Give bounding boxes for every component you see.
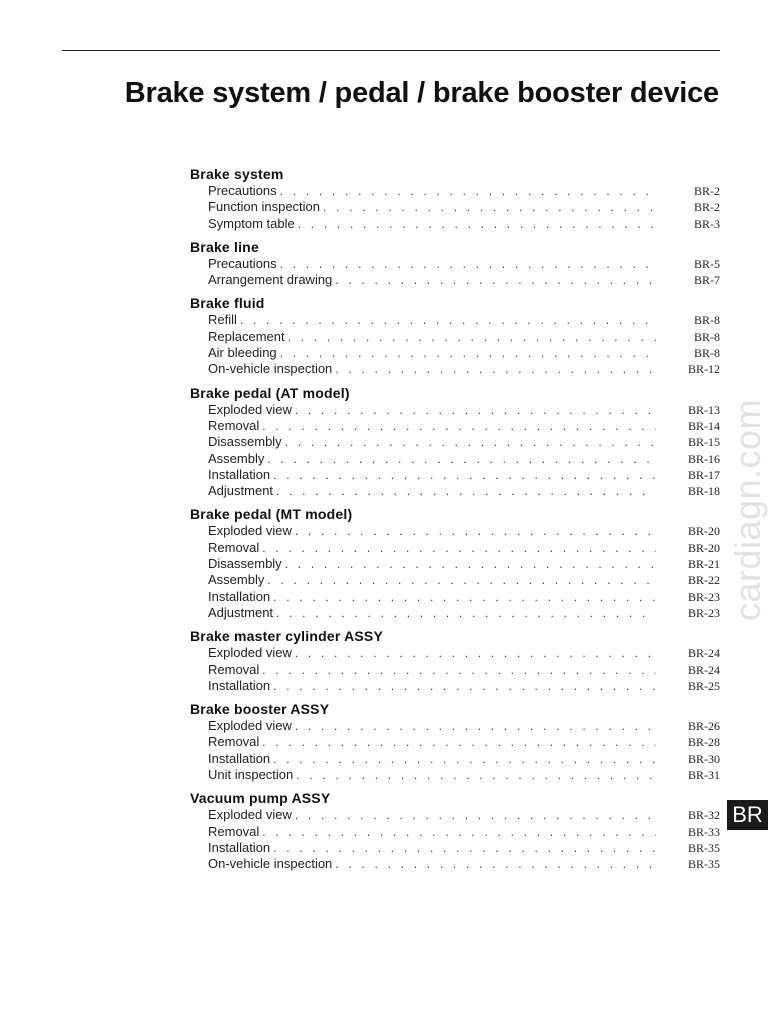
toc-entry[interactable] — [190, 572, 720, 588]
entry-label: Assembly — [208, 572, 265, 588]
entry-label: Adjustment — [208, 604, 274, 620]
entry-label: Exploded view — [208, 401, 292, 417]
dot-leader — [273, 589, 656, 605]
toc-section — [190, 294, 720, 377]
entry-label: Disassembly — [208, 434, 282, 450]
toc-entry[interactable] — [190, 256, 720, 272]
entry-label: Assembly — [208, 450, 265, 466]
entry-page-number: BR-8 — [693, 346, 720, 361]
dot-leader — [276, 483, 656, 499]
toc-entry[interactable] — [190, 718, 720, 734]
dot-leader — [288, 329, 656, 345]
toc-entry[interactable] — [190, 418, 720, 434]
toc-entry[interactable] — [190, 483, 720, 499]
entry-page-number: BR-15 — [687, 435, 720, 450]
watermark: cardiagn.com — [727, 398, 768, 622]
toc-entry[interactable] — [190, 824, 720, 840]
entry-page-number: BR-2 — [693, 200, 720, 215]
entry-label: Removal — [208, 539, 260, 555]
dot-leader — [335, 361, 656, 377]
entry-label: Exploded view — [208, 807, 292, 823]
dot-leader — [276, 605, 656, 621]
toc-entry[interactable] — [190, 199, 720, 215]
entry-page-number: BR-33 — [687, 824, 720, 839]
toc-entry[interactable] — [190, 645, 720, 661]
entry-label: Function inspection — [208, 199, 321, 215]
dot-leader — [285, 434, 656, 450]
dot-leader — [295, 645, 656, 661]
dot-leader — [285, 556, 656, 572]
entry-label: Removal — [208, 734, 260, 750]
entry-page-number: BR-8 — [693, 329, 720, 344]
dot-leader — [240, 312, 656, 328]
section-tab-badge: BR — [727, 800, 768, 830]
entry-label: Installation — [208, 839, 271, 855]
section-heading: Brake booster ASSY — [190, 701, 330, 718]
toc-section — [190, 384, 720, 500]
toc-entry[interactable] — [190, 678, 720, 694]
toc-section — [190, 238, 720, 289]
entry-page-number: BR-12 — [687, 362, 720, 377]
entry-page-number: BR-8 — [693, 313, 720, 328]
dot-leader — [273, 678, 656, 694]
toc-section — [190, 627, 720, 694]
entry-page-number: BR-25 — [687, 678, 720, 693]
toc-entry[interactable] — [190, 216, 720, 232]
entry-page-number: BR-16 — [687, 451, 720, 466]
toc-entry[interactable] — [190, 605, 720, 621]
entry-label: Installation — [208, 588, 271, 604]
entry-label: Arrangement drawing — [208, 272, 333, 288]
toc-section — [190, 700, 720, 783]
toc-entry[interactable] — [190, 312, 720, 328]
entry-page-number: BR-23 — [687, 605, 720, 620]
toc-section — [190, 165, 720, 232]
section-heading: Brake pedal (MT model) — [190, 506, 353, 523]
section-heading: Brake line — [190, 238, 259, 255]
dot-leader — [335, 856, 656, 872]
dot-leader — [335, 272, 656, 288]
entry-page-number: BR-24 — [687, 646, 720, 661]
entry-label: Precautions — [208, 183, 277, 198]
dot-leader — [273, 751, 656, 767]
dot-leader — [323, 199, 656, 215]
toc-entry[interactable] — [190, 402, 720, 418]
entry-page-number: BR-3 — [693, 216, 720, 231]
entry-page-number: BR-24 — [687, 662, 720, 677]
toc-entry[interactable] — [190, 589, 720, 605]
entry-label: Installation — [208, 677, 271, 693]
entry-page-number: BR-23 — [687, 589, 720, 604]
entry-label: Exploded view — [208, 523, 292, 539]
toc-entry[interactable] — [190, 734, 720, 750]
dot-leader — [280, 183, 656, 199]
dot-leader — [295, 402, 656, 418]
entry-label: Exploded view — [208, 718, 292, 734]
entry-page-number: BR-18 — [687, 484, 720, 499]
dot-leader — [273, 467, 656, 483]
toc-entry[interactable] — [190, 540, 720, 556]
toc-section — [190, 505, 720, 621]
dot-leader — [262, 540, 656, 556]
entry-page-number: BR-17 — [687, 467, 720, 482]
entry-page-number: BR-30 — [687, 751, 720, 766]
dot-leader — [262, 734, 656, 750]
toc-entry[interactable] — [190, 345, 720, 361]
toc-entry[interactable] — [190, 556, 720, 572]
toc-entry[interactable] — [190, 840, 720, 856]
entry-page-number: BR-20 — [687, 540, 720, 555]
entry-page-number: BR-32 — [687, 808, 720, 823]
entry-label: Installation — [208, 750, 271, 766]
entry-label: On-vehicle inspection — [208, 361, 333, 377]
dot-leader — [262, 418, 656, 434]
toc-entry[interactable] — [190, 434, 720, 450]
entry-label: Replacement — [208, 328, 285, 344]
section-heading: Brake fluid — [190, 295, 265, 312]
entry-label: Removal — [208, 661, 260, 677]
entry-label: On-vehicle inspection — [208, 856, 333, 872]
entry-label: Disassembly — [208, 556, 282, 572]
entry-page-number: BR-13 — [687, 402, 720, 417]
toc-entry[interactable] — [190, 856, 720, 872]
section-heading: Brake master cylinder ASSY — [190, 628, 383, 645]
top-rule — [62, 50, 720, 51]
toc-entry[interactable] — [190, 751, 720, 767]
page-title: Brake system / pedal / brake booster device — [124, 77, 719, 109]
entry-label: Refill — [208, 312, 237, 328]
toc-entry[interactable] — [190, 272, 720, 288]
entry-page-number: BR-22 — [687, 573, 720, 588]
entry-label: Symptom table — [208, 215, 295, 231]
dot-leader — [296, 767, 656, 783]
dot-leader — [295, 523, 656, 539]
entry-page-number: BR-5 — [693, 256, 720, 271]
toc-entry[interactable] — [190, 523, 720, 539]
section-heading: Brake pedal (AT model) — [190, 384, 350, 401]
dot-leader — [267, 451, 656, 467]
entry-label: Removal — [208, 417, 260, 433]
toc-entry[interactable] — [190, 662, 720, 678]
table-of-contents — [190, 165, 720, 879]
toc-entry[interactable] — [190, 767, 720, 783]
entry-page-number: BR-21 — [687, 557, 720, 572]
dot-leader — [298, 216, 656, 232]
dot-leader — [273, 840, 656, 856]
entry-page-number: BR-7 — [693, 273, 720, 288]
toc-entry[interactable] — [190, 467, 720, 483]
entry-label: Installation — [208, 466, 271, 482]
entry-page-number: BR-26 — [687, 719, 720, 734]
section-heading: Brake system — [190, 166, 284, 182]
toc-entry[interactable] — [190, 329, 720, 345]
entry-page-number: BR-2 — [693, 184, 720, 198]
toc-entry[interactable] — [190, 451, 720, 467]
dot-leader — [262, 824, 656, 840]
entry-page-number: BR-14 — [687, 418, 720, 433]
section-heading: Vacuum pump ASSY — [190, 790, 331, 807]
dot-leader — [280, 345, 656, 361]
toc-entry[interactable] — [190, 183, 720, 199]
entry-page-number: BR-31 — [687, 768, 720, 783]
entry-page-number: BR-20 — [687, 524, 720, 539]
entry-page-number: BR-28 — [687, 735, 720, 750]
toc-entry[interactable] — [190, 807, 720, 823]
dot-leader — [295, 718, 656, 734]
entry-label: Exploded view — [208, 645, 292, 661]
entry-label: Air bleeding — [208, 345, 277, 361]
dot-leader — [267, 572, 656, 588]
entry-label: Removal — [208, 823, 260, 839]
toc-section — [190, 789, 720, 872]
entry-page-number: BR-35 — [687, 840, 720, 855]
entry-label: Unit inspection — [208, 767, 294, 783]
entry-page-number: BR-35 — [687, 857, 720, 872]
entry-label: Adjustment — [208, 483, 274, 499]
toc-entry[interactable] — [190, 361, 720, 377]
dot-leader — [262, 662, 656, 678]
dot-leader — [280, 256, 656, 272]
dot-leader — [295, 807, 656, 823]
entry-label: Precautions — [208, 255, 277, 271]
